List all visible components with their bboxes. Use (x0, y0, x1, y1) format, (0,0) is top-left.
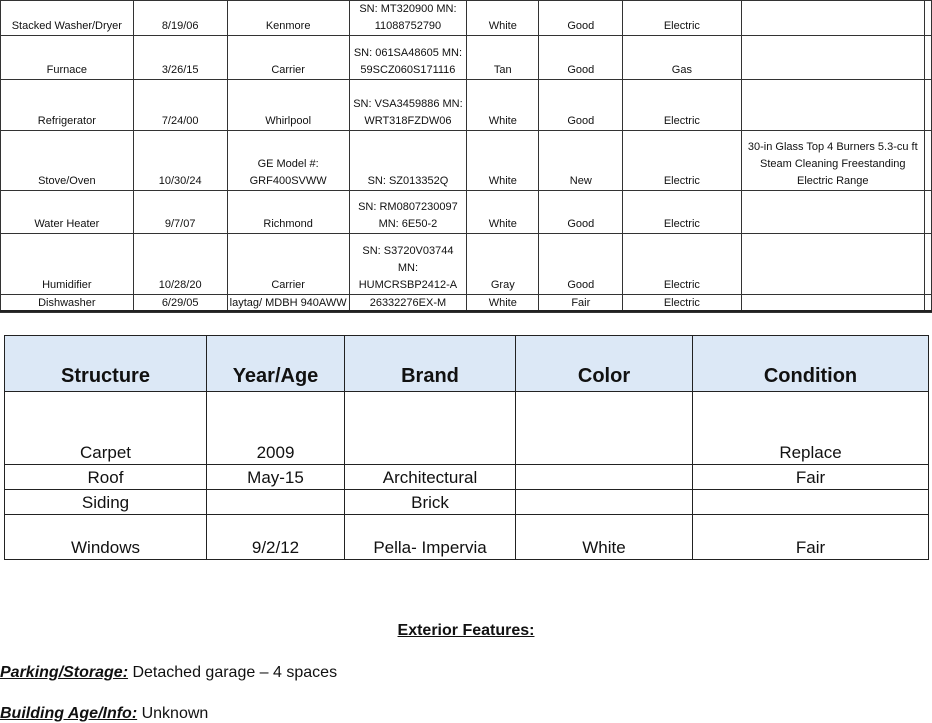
structure-color (516, 490, 693, 515)
appliance-serial: SN: SZ013352Q (349, 131, 467, 191)
appliance-condition: Good (539, 80, 623, 131)
structure-header-row (5, 336, 929, 392)
appliance-date: 10/30/24 (133, 131, 227, 191)
appliance-date: 10/28/20 (133, 234, 227, 295)
structure-year: May-15 (207, 465, 345, 490)
edge-cell (925, 191, 932, 234)
appliance-condition: Good (539, 1, 623, 36)
parking-storage-line (0, 664, 337, 682)
appliance-table (0, 0, 932, 313)
exterior-features-heading: Exterior Features: (397, 622, 535, 639)
appliance-condition: Good (539, 36, 623, 80)
table-row (1, 1, 932, 36)
appliance-fuel: Electric (623, 191, 741, 234)
appliance-notes (741, 36, 924, 80)
building-age-value: Unknown (137, 705, 209, 722)
appliance-color: White (467, 191, 539, 234)
appliance-color: White (467, 80, 539, 131)
appliance-name: Water Heater (1, 191, 134, 234)
edge-cell (925, 234, 932, 295)
structure-year: 9/2/12 (207, 515, 345, 560)
header-condition: Condition (693, 336, 929, 392)
table-row (1, 191, 932, 234)
edge-cell (925, 36, 932, 80)
structure-year: 2009 (207, 392, 345, 465)
table-row (5, 490, 929, 515)
appliance-date: 7/24/00 (133, 80, 227, 131)
table-row (1, 234, 932, 295)
structure-brand: Pella- Impervia (345, 515, 516, 560)
header-brand: Brand (345, 336, 516, 392)
appliance-fuel: Electric (623, 80, 741, 131)
appliance-serial: SN: RM0807230097 MN: 6E50-2 (349, 191, 467, 234)
appliance-brand: GE Model #: GRF400SVWW (227, 131, 349, 191)
appliance-notes (741, 80, 924, 131)
structure-section (0, 310, 932, 562)
structure-color: White (516, 515, 693, 560)
table-row (5, 465, 929, 490)
structure-condition: Fair (693, 465, 929, 490)
appliance-date: 6/29/05 (133, 295, 227, 313)
appliance-condition: New (539, 131, 623, 191)
building-age-label: Building Age/Info: (0, 705, 138, 722)
appliance-name: Stacked Washer/Dryer (1, 1, 134, 36)
appliance-fuel: Electric (623, 234, 741, 295)
parking-storage-label: Parking/Storage: (0, 664, 129, 681)
appliance-brand: Carrier (227, 36, 349, 80)
structure-year (207, 490, 345, 515)
appliance-notes (741, 234, 924, 295)
structure-condition: Replace (693, 392, 929, 465)
structure-name: Roof (5, 465, 207, 490)
table-row (1, 36, 932, 80)
appliance-color: White (467, 131, 539, 191)
appliance-notes (741, 191, 924, 234)
edge-cell (925, 80, 932, 131)
appliance-condition: Good (539, 191, 623, 234)
appliance-name: Stove/Oven (1, 131, 134, 191)
table-row (5, 392, 929, 465)
appliance-date: 9/7/07 (133, 191, 227, 234)
parking-storage-value: Detached garage – 4 spaces (128, 664, 338, 681)
appliance-fuel: Electric (623, 1, 741, 36)
appliance-brand: laytag/ MDBH 940AWW (227, 295, 349, 313)
structure-table (4, 335, 929, 560)
table-row (1, 131, 932, 191)
structure-color (516, 465, 693, 490)
appliance-serial: SN: S3720V03744 MN: HUMCRSBP2412-A (349, 234, 467, 295)
appliance-serial: 26332276EX-M (349, 295, 467, 313)
appliance-serial: SN: 061SA48605 MN: 59SCZ060S171116 (349, 36, 467, 80)
appliance-color: White (467, 295, 539, 313)
appliance-date: 3/26/15 (133, 36, 227, 80)
appliance-serial: SN: VSA3459886 MN: WRT318FZDW06 (349, 80, 467, 131)
table-row (1, 80, 932, 131)
table-row (5, 515, 929, 560)
appliance-condition: Good (539, 234, 623, 295)
appliance-notes: 30-in Glass Top 4 Burners 5.3-cu ft Steam Cleaning Freestanding Electric Range (741, 131, 924, 191)
edge-cell (925, 1, 932, 36)
edge-cell (925, 131, 932, 191)
structure-brand (345, 392, 516, 465)
appliance-notes (741, 1, 924, 36)
structure-condition: Fair (693, 515, 929, 560)
building-age-line (0, 705, 208, 723)
appliance-serial: SN: MT320900 MN: 11088752790 (349, 1, 467, 36)
header-color: Color (516, 336, 693, 392)
structure-brand: Brick (345, 490, 516, 515)
appliance-name: Dishwasher (1, 295, 134, 313)
structure-condition (693, 490, 929, 515)
header-structure: Structure (5, 336, 207, 392)
header-year-age: Year/Age (207, 336, 345, 392)
appliance-brand: Kenmore (227, 1, 349, 36)
appliance-brand: Whirlpool (227, 80, 349, 131)
structure-brand: Architectural (345, 465, 516, 490)
appliance-brand: Richmond (227, 191, 349, 234)
appliance-name: Furnace (1, 36, 134, 80)
appliance-condition: Fair (539, 295, 623, 313)
appliance-brand: Carrier (227, 234, 349, 295)
structure-name: Windows (5, 515, 207, 560)
appliance-color: Gray (467, 234, 539, 295)
appliance-fuel: Electric (623, 295, 741, 313)
appliance-color: Tan (467, 36, 539, 80)
appliance-fuel: Gas (623, 36, 741, 80)
appliance-name: Refrigerator (1, 80, 134, 131)
appliance-color: White (467, 1, 539, 36)
structure-name: Siding (5, 490, 207, 515)
appliance-fuel: Electric (623, 131, 741, 191)
section-divider (0, 310, 932, 312)
structure-color (516, 392, 693, 465)
appliance-name: Humidifier (1, 234, 134, 295)
structure-name: Carpet (5, 392, 207, 465)
appliance-date: 8/19/06 (133, 1, 227, 36)
